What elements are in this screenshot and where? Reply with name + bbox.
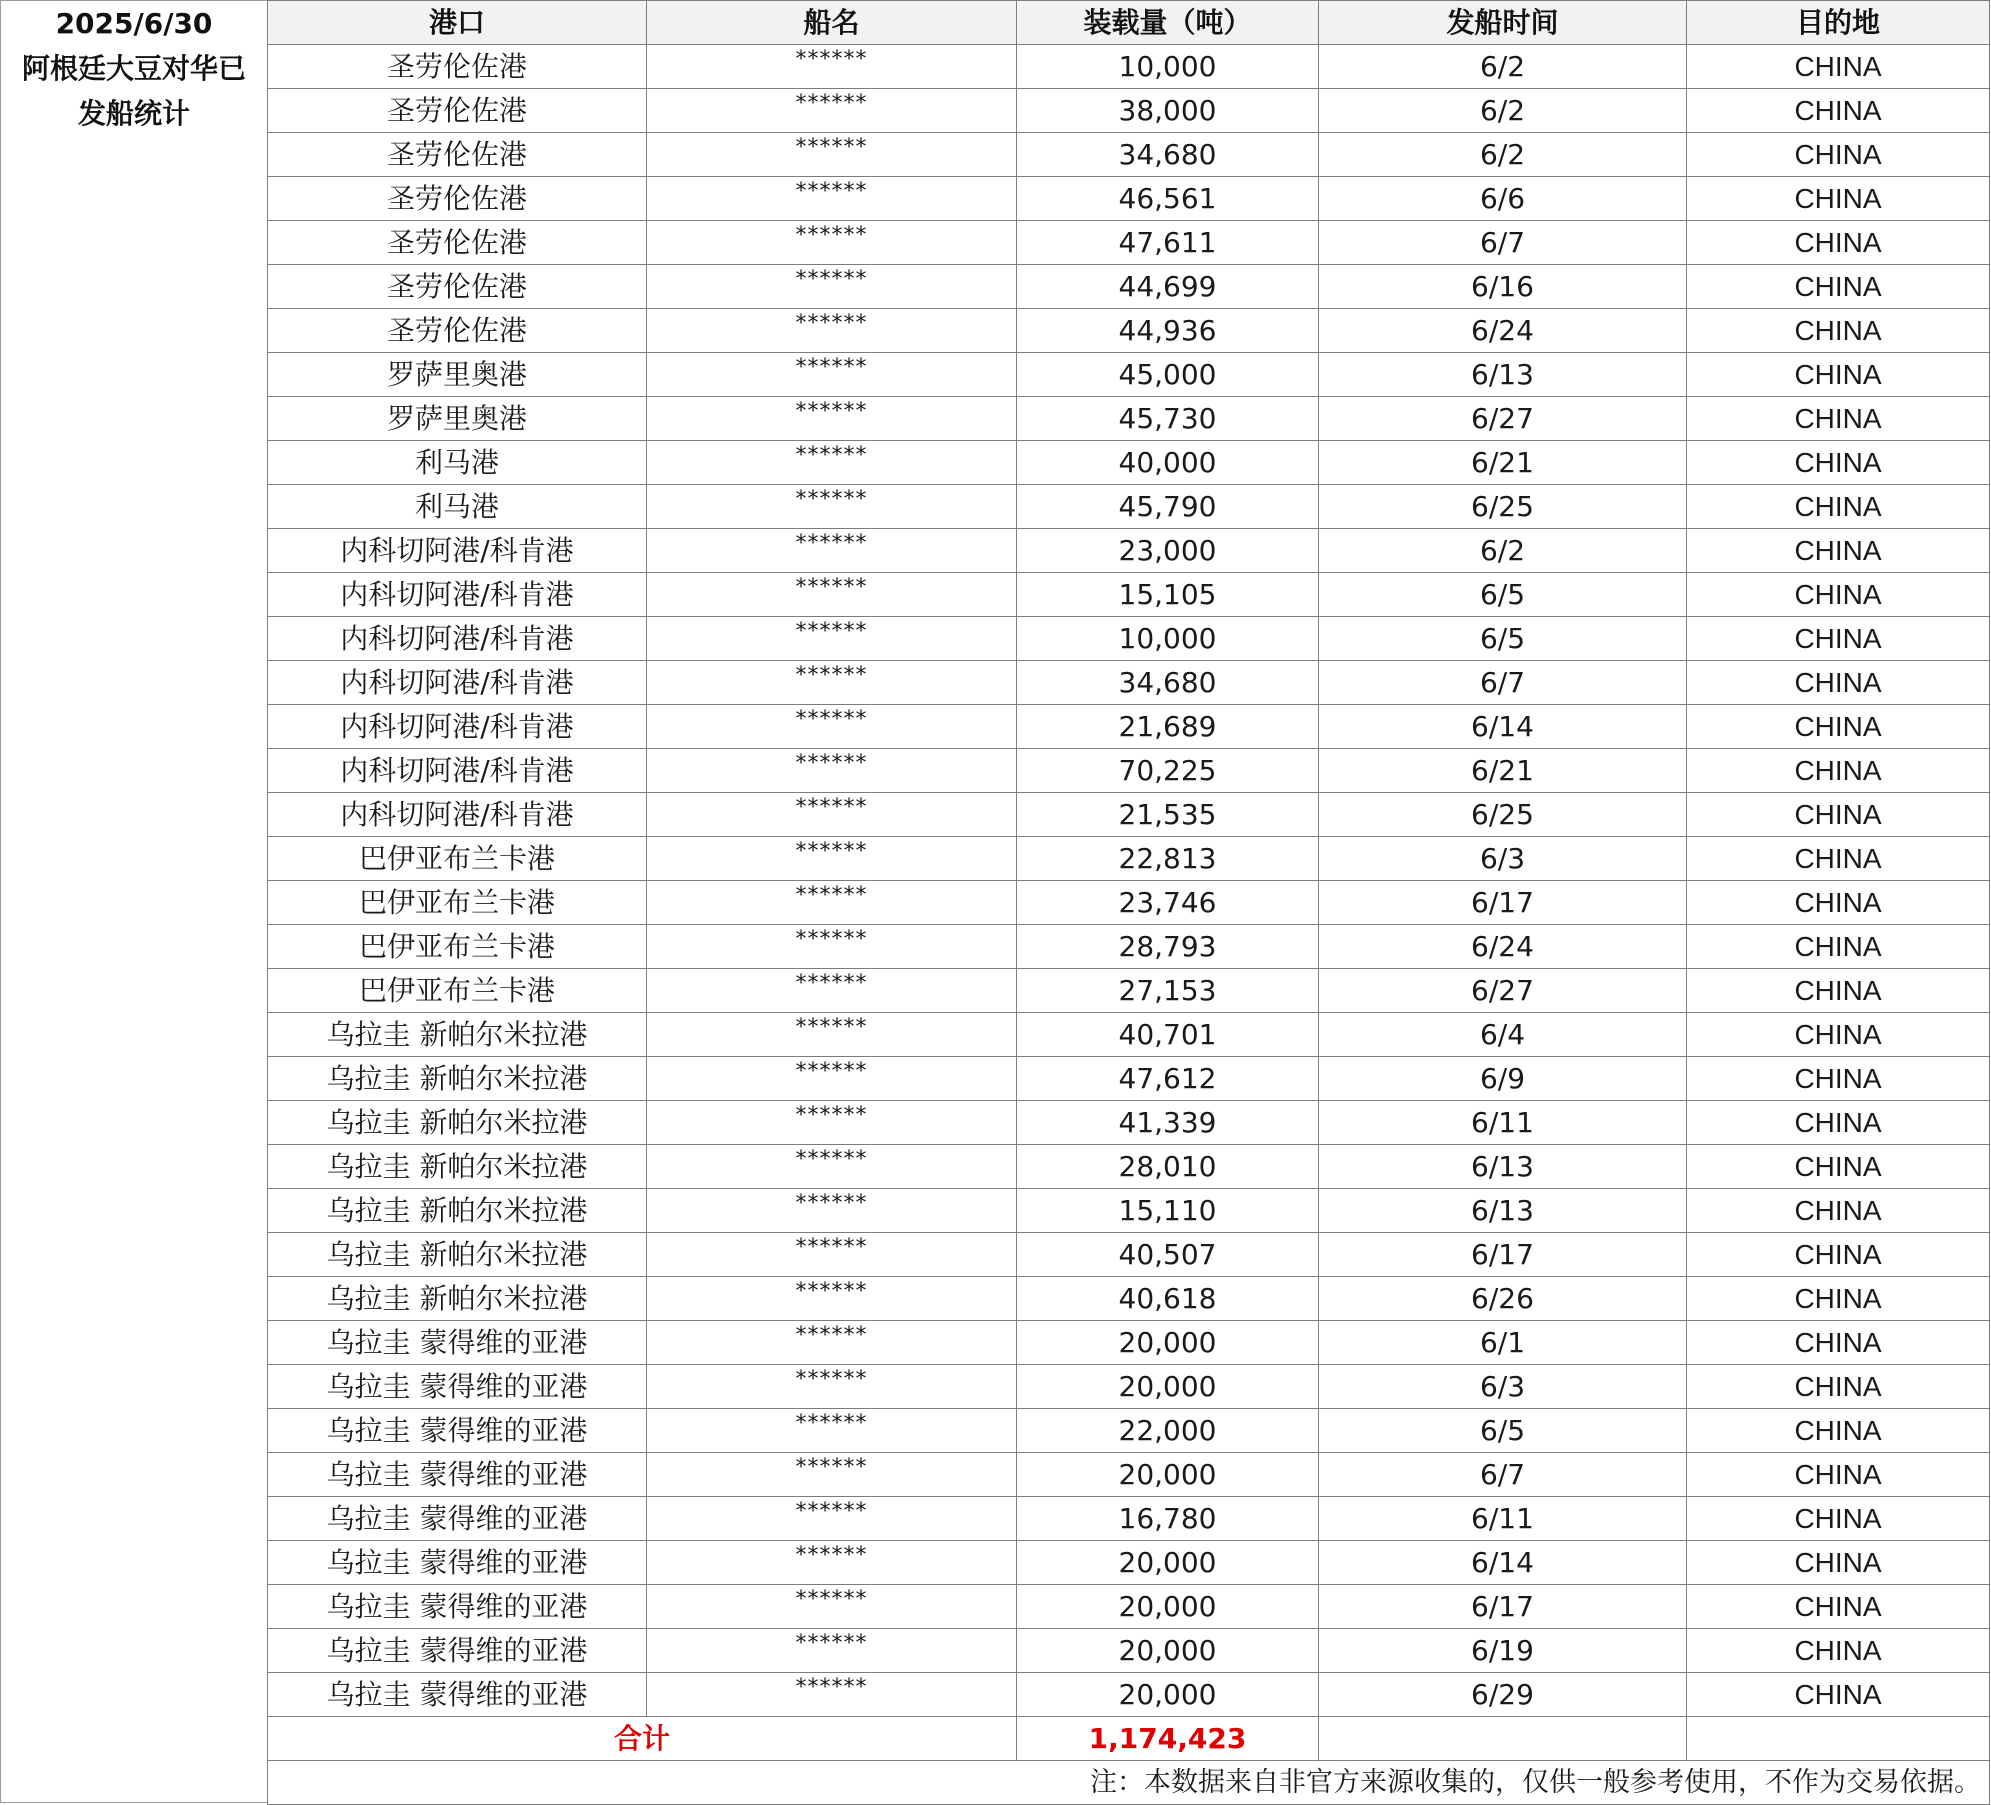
port-cell: 罗萨里奥港 [268, 397, 647, 441]
port-cell: 圣劳伦佐港 [268, 45, 647, 89]
table-row [268, 309, 1990, 353]
tonnage-cell: 34,680 [1017, 661, 1319, 705]
destination-cell: CHINA [1687, 1189, 1990, 1233]
destination-cell: CHINA [1687, 793, 1990, 837]
ship-name-cell: ****** [647, 925, 1017, 969]
ship-name-cell: ****** [647, 133, 1017, 177]
tonnage-cell: 16,780 [1017, 1497, 1319, 1541]
port-cell: 乌拉圭 蒙得维的亚港 [268, 1541, 647, 1585]
destination-cell: CHINA [1687, 1101, 1990, 1145]
ship-date-cell: 6/5 [1319, 617, 1687, 661]
destination-cell: CHINA [1687, 265, 1990, 309]
header-tonnage: 装载量（吨） [1017, 1, 1319, 45]
tonnage-cell: 27,153 [1017, 969, 1319, 1013]
port-cell: 巴伊亚布兰卡港 [268, 969, 647, 1013]
tonnage-cell: 47,611 [1017, 221, 1319, 265]
destination-cell: CHINA [1687, 441, 1990, 485]
tonnage-cell: 46,561 [1017, 177, 1319, 221]
port-cell: 乌拉圭 新帕尔米拉港 [268, 1013, 647, 1057]
tonnage-cell: 20,000 [1017, 1629, 1319, 1673]
header-destination: 目的地 [1687, 1, 1990, 45]
ship-date-cell: 6/24 [1319, 925, 1687, 969]
ship-name-cell: ****** [647, 1145, 1017, 1189]
tonnage-cell: 23,746 [1017, 881, 1319, 925]
ship-name-cell: ****** [647, 1629, 1017, 1673]
tonnage-cell: 10,000 [1017, 617, 1319, 661]
shipment-table [267, 0, 1990, 1805]
port-cell: 圣劳伦佐港 [268, 89, 647, 133]
port-cell: 内科切阿港/科肯港 [268, 529, 647, 573]
ship-date-cell: 6/27 [1319, 397, 1687, 441]
table-row [268, 661, 1990, 705]
table-row [268, 1409, 1990, 1453]
port-cell: 利马港 [268, 485, 647, 529]
header-row [268, 1, 1990, 45]
destination-cell: CHINA [1687, 1321, 1990, 1365]
table-row [268, 925, 1990, 969]
tonnage-cell: 47,612 [1017, 1057, 1319, 1101]
tonnage-cell: 38,000 [1017, 89, 1319, 133]
ship-date-cell: 6/26 [1319, 1277, 1687, 1321]
table-row [268, 1453, 1990, 1497]
table-row [268, 1585, 1990, 1629]
ship-date-cell: 6/25 [1319, 793, 1687, 837]
port-cell: 巴伊亚布兰卡港 [268, 925, 647, 969]
ship-name-cell: ****** [647, 1409, 1017, 1453]
ship-date-cell: 6/2 [1319, 45, 1687, 89]
destination-cell: CHINA [1687, 969, 1990, 1013]
table-row [268, 1057, 1990, 1101]
table-row [268, 1145, 1990, 1189]
ship-date-cell: 6/7 [1319, 221, 1687, 265]
tonnage-cell: 22,813 [1017, 837, 1319, 881]
port-cell: 内科切阿港/科肯港 [268, 705, 647, 749]
ship-date-cell: 6/21 [1319, 749, 1687, 793]
ship-name-cell: ****** [647, 177, 1017, 221]
tonnage-cell: 41,339 [1017, 1101, 1319, 1145]
destination-cell: CHINA [1687, 309, 1990, 353]
destination-cell: CHINA [1687, 1409, 1990, 1453]
ship-name-cell: ****** [647, 353, 1017, 397]
total-label: 合计 [268, 1717, 1017, 1761]
tonnage-cell: 44,936 [1017, 309, 1319, 353]
ship-name-cell: ****** [647, 705, 1017, 749]
report-title-line1: 阿根廷大豆对华已 [21, 52, 246, 85]
ship-date-cell: 6/1 [1319, 1321, 1687, 1365]
port-cell: 内科切阿港/科肯港 [268, 749, 647, 793]
ship-date-cell: 6/27 [1319, 969, 1687, 1013]
table-row [268, 1233, 1990, 1277]
port-cell: 罗萨里奥港 [268, 353, 647, 397]
ship-name-cell: ****** [647, 309, 1017, 353]
ship-name-cell: ****** [647, 617, 1017, 661]
destination-cell: CHINA [1687, 705, 1990, 749]
ship-name-cell: ****** [647, 837, 1017, 881]
port-cell: 乌拉圭 蒙得维的亚港 [268, 1673, 647, 1717]
table-row [268, 221, 1990, 265]
destination-cell: CHINA [1687, 925, 1990, 969]
table-row [268, 969, 1990, 1013]
total-empty-cell [1319, 1717, 1687, 1761]
tonnage-cell: 21,535 [1017, 793, 1319, 837]
ship-name-cell: ****** [647, 661, 1017, 705]
table-row [268, 133, 1990, 177]
ship-name-cell: ****** [647, 1321, 1017, 1365]
total-empty-cell [1687, 1717, 1990, 1761]
ship-date-cell: 6/7 [1319, 661, 1687, 705]
ship-date-cell: 6/11 [1319, 1497, 1687, 1541]
ship-date-cell: 6/17 [1319, 881, 1687, 925]
tonnage-cell: 40,000 [1017, 441, 1319, 485]
port-cell: 内科切阿港/科肯港 [268, 573, 647, 617]
ship-date-cell: 6/17 [1319, 1233, 1687, 1277]
header-port: 港口 [268, 1, 647, 45]
table-row [268, 1629, 1990, 1673]
destination-cell: CHINA [1687, 749, 1990, 793]
ship-date-cell: 6/5 [1319, 1409, 1687, 1453]
ship-date-cell: 6/13 [1319, 353, 1687, 397]
table-row [268, 45, 1990, 89]
port-cell: 圣劳伦佐港 [268, 177, 647, 221]
report-title-line2: 发船统计 [77, 97, 190, 130]
ship-name-cell: ****** [647, 969, 1017, 1013]
ship-name-cell: ****** [647, 45, 1017, 89]
table-row [268, 617, 1990, 661]
port-cell: 内科切阿港/科肯港 [268, 661, 647, 705]
table-row [268, 1189, 1990, 1233]
port-cell: 乌拉圭 蒙得维的亚港 [268, 1629, 647, 1673]
table-row [268, 705, 1990, 749]
destination-cell: CHINA [1687, 573, 1990, 617]
ship-date-cell: 6/3 [1319, 1365, 1687, 1409]
destination-cell: CHINA [1687, 1145, 1990, 1189]
ship-date-cell: 6/29 [1319, 1673, 1687, 1717]
port-cell: 乌拉圭 新帕尔米拉港 [268, 1277, 647, 1321]
tonnage-cell: 40,507 [1017, 1233, 1319, 1277]
table-row [268, 485, 1990, 529]
port-cell: 乌拉圭 新帕尔米拉港 [268, 1189, 647, 1233]
tonnage-cell: 40,701 [1017, 1013, 1319, 1057]
port-cell: 乌拉圭 新帕尔米拉港 [268, 1101, 647, 1145]
port-cell: 内科切阿港/科肯港 [268, 617, 647, 661]
ship-date-cell: 6/11 [1319, 1101, 1687, 1145]
table-row [268, 1277, 1990, 1321]
total-row [268, 1717, 1990, 1761]
ship-name-cell: ****** [647, 397, 1017, 441]
ship-date-cell: 6/7 [1319, 1453, 1687, 1497]
destination-cell: CHINA [1687, 221, 1990, 265]
ship-date-cell: 6/9 [1319, 1057, 1687, 1101]
table-row [268, 1013, 1990, 1057]
port-cell: 乌拉圭 蒙得维的亚港 [268, 1497, 647, 1541]
destination-cell: CHINA [1687, 1541, 1990, 1585]
ship-date-cell: 6/16 [1319, 265, 1687, 309]
ship-name-cell: ****** [647, 529, 1017, 573]
port-cell: 乌拉圭 蒙得维的亚港 [268, 1453, 647, 1497]
ship-date-cell: 6/24 [1319, 309, 1687, 353]
report-date: 2025/6/30 [55, 7, 213, 40]
ship-name-cell: ****** [647, 1101, 1017, 1145]
destination-cell: CHINA [1687, 397, 1990, 441]
table-row [268, 1497, 1990, 1541]
ship-date-cell: 6/2 [1319, 89, 1687, 133]
ship-date-cell: 6/17 [1319, 1585, 1687, 1629]
ship-date-cell: 6/13 [1319, 1189, 1687, 1233]
ship-name-cell: ****** [647, 485, 1017, 529]
tonnage-cell: 15,105 [1017, 573, 1319, 617]
tonnage-cell: 10,000 [1017, 45, 1319, 89]
destination-cell: CHINA [1687, 485, 1990, 529]
tonnage-cell: 21,689 [1017, 705, 1319, 749]
destination-cell: CHINA [1687, 881, 1990, 925]
ship-name-cell: ****** [647, 1497, 1017, 1541]
destination-cell: CHINA [1687, 1057, 1990, 1101]
ship-name-cell: ****** [647, 749, 1017, 793]
table-row [268, 793, 1990, 837]
tonnage-cell: 20,000 [1017, 1541, 1319, 1585]
ship-name-cell: ****** [647, 221, 1017, 265]
ship-name-cell: ****** [647, 89, 1017, 133]
header-date: 发船时间 [1319, 1, 1687, 45]
tonnage-cell: 20,000 [1017, 1585, 1319, 1629]
table-row [268, 441, 1990, 485]
destination-cell: CHINA [1687, 529, 1990, 573]
tonnage-cell: 20,000 [1017, 1321, 1319, 1365]
port-cell: 乌拉圭 蒙得维的亚港 [268, 1321, 647, 1365]
ship-name-cell: ****** [647, 1365, 1017, 1409]
destination-cell: CHINA [1687, 89, 1990, 133]
tonnage-cell: 20,000 [1017, 1365, 1319, 1409]
ship-name-cell: ****** [647, 1541, 1017, 1585]
port-cell: 乌拉圭 蒙得维的亚港 [268, 1585, 647, 1629]
tonnage-cell: 44,699 [1017, 265, 1319, 309]
disclaimer-note: 注：本数据来自非官方来源收集的，仅供一般参考使用，不作为交易依据。 [268, 1761, 1990, 1805]
ship-date-cell: 6/2 [1319, 133, 1687, 177]
ship-date-cell: 6/19 [1319, 1629, 1687, 1673]
destination-cell: CHINA [1687, 1673, 1990, 1717]
ship-name-cell: ****** [647, 1277, 1017, 1321]
destination-cell: CHINA [1687, 1585, 1990, 1629]
ship-date-cell: 6/2 [1319, 529, 1687, 573]
ship-date-cell: 6/25 [1319, 485, 1687, 529]
destination-cell: CHINA [1687, 353, 1990, 397]
table-row [268, 529, 1990, 573]
tonnage-cell: 40,618 [1017, 1277, 1319, 1321]
ship-name-cell: ****** [647, 881, 1017, 925]
port-cell: 乌拉圭 新帕尔米拉港 [268, 1145, 647, 1189]
table-row [268, 397, 1990, 441]
table-row [268, 1541, 1990, 1585]
ship-name-cell: ****** [647, 1189, 1017, 1233]
table-row [268, 89, 1990, 133]
port-cell: 乌拉圭 新帕尔米拉港 [268, 1057, 647, 1101]
destination-cell: CHINA [1687, 837, 1990, 881]
destination-cell: CHINA [1687, 1365, 1990, 1409]
tonnage-cell: 20,000 [1017, 1673, 1319, 1717]
table-row [268, 837, 1990, 881]
port-cell: 利马港 [268, 441, 647, 485]
ship-name-cell: ****** [647, 1013, 1017, 1057]
destination-cell: CHINA [1687, 617, 1990, 661]
ship-date-cell: 6/4 [1319, 1013, 1687, 1057]
table-row [268, 1365, 1990, 1409]
port-cell: 乌拉圭 蒙得维的亚港 [268, 1365, 647, 1409]
ship-date-cell: 6/6 [1319, 177, 1687, 221]
table-row [268, 1673, 1990, 1717]
table-row [268, 265, 1990, 309]
tonnage-cell: 20,000 [1017, 1453, 1319, 1497]
ship-name-cell: ****** [647, 441, 1017, 485]
title-panel [0, 0, 267, 1803]
ship-name-cell: ****** [647, 1233, 1017, 1277]
ship-date-cell: 6/13 [1319, 1145, 1687, 1189]
destination-cell: CHINA [1687, 1629, 1990, 1673]
ship-name-cell: ****** [647, 793, 1017, 837]
port-cell: 乌拉圭 新帕尔米拉港 [268, 1233, 647, 1277]
tonnage-cell: 45,000 [1017, 353, 1319, 397]
table-row [268, 881, 1990, 925]
port-cell: 圣劳伦佐港 [268, 309, 647, 353]
tonnage-cell: 28,793 [1017, 925, 1319, 969]
ship-date-cell: 6/5 [1319, 573, 1687, 617]
ship-date-cell: 6/3 [1319, 837, 1687, 881]
port-cell: 巴伊亚布兰卡港 [268, 837, 647, 881]
ship-date-cell: 6/14 [1319, 1541, 1687, 1585]
port-cell: 圣劳伦佐港 [268, 133, 647, 177]
table-row [268, 353, 1990, 397]
destination-cell: CHINA [1687, 133, 1990, 177]
destination-cell: CHINA [1687, 45, 1990, 89]
tonnage-cell: 34,680 [1017, 133, 1319, 177]
table-row [268, 749, 1990, 793]
ship-name-cell: ****** [647, 573, 1017, 617]
ship-name-cell: ****** [647, 1057, 1017, 1101]
destination-cell: CHINA [1687, 1013, 1990, 1057]
tonnage-cell: 15,110 [1017, 1189, 1319, 1233]
table-row [268, 1101, 1990, 1145]
tonnage-cell: 45,730 [1017, 397, 1319, 441]
port-cell: 内科切阿港/科肯港 [268, 793, 647, 837]
tonnage-cell: 45,790 [1017, 485, 1319, 529]
destination-cell: CHINA [1687, 1453, 1990, 1497]
tonnage-cell: 23,000 [1017, 529, 1319, 573]
destination-cell: CHINA [1687, 177, 1990, 221]
note-row [268, 1761, 1990, 1805]
tonnage-cell: 70,225 [1017, 749, 1319, 793]
ship-date-cell: 6/14 [1319, 705, 1687, 749]
tonnage-cell: 28,010 [1017, 1145, 1319, 1189]
destination-cell: CHINA [1687, 661, 1990, 705]
ship-date-cell: 6/21 [1319, 441, 1687, 485]
table-row [268, 1321, 1990, 1365]
destination-cell: CHINA [1687, 1233, 1990, 1277]
total-value: 1,174,423 [1017, 1717, 1319, 1761]
header-ship: 船名 [647, 1, 1017, 45]
table-row [268, 573, 1990, 617]
port-cell: 乌拉圭 蒙得维的亚港 [268, 1409, 647, 1453]
destination-cell: CHINA [1687, 1497, 1990, 1541]
ship-name-cell: ****** [647, 1453, 1017, 1497]
port-cell: 圣劳伦佐港 [268, 265, 647, 309]
table-body [268, 45, 1990, 1717]
ship-name-cell: ****** [647, 1673, 1017, 1717]
port-cell: 巴伊亚布兰卡港 [268, 881, 647, 925]
ship-name-cell: ****** [647, 265, 1017, 309]
port-cell: 圣劳伦佐港 [268, 221, 647, 265]
ship-name-cell: ****** [647, 1585, 1017, 1629]
destination-cell: CHINA [1687, 1277, 1990, 1321]
table-row [268, 177, 1990, 221]
tonnage-cell: 22,000 [1017, 1409, 1319, 1453]
